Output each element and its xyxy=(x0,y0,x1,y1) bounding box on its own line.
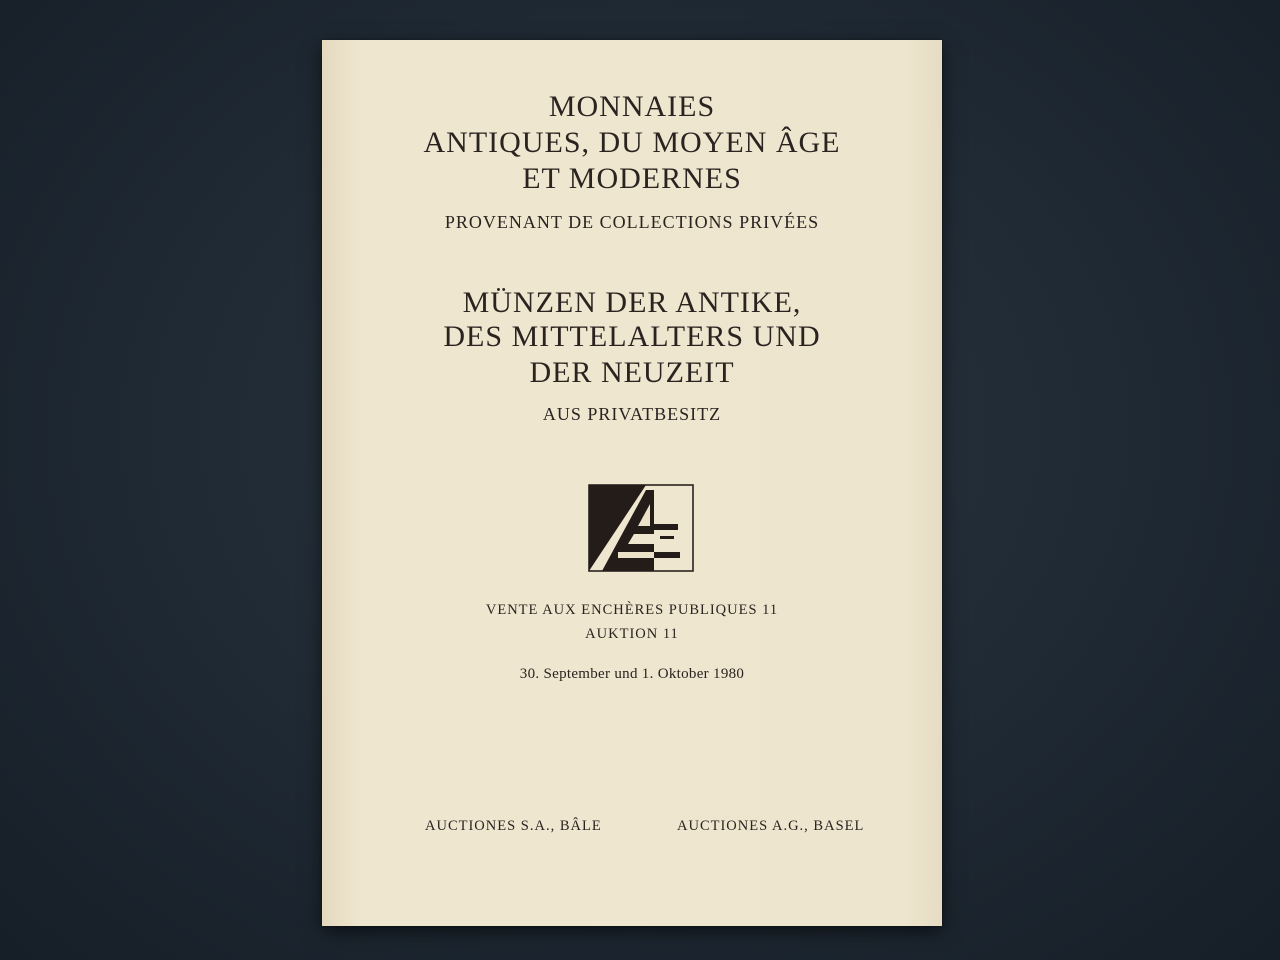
german-title-line-3: DER NEUZEIT xyxy=(529,356,735,389)
sale-date: 30. September und 1. Oktober 1980 xyxy=(519,666,745,682)
sale-line-german: AUKTION 11 xyxy=(585,626,679,642)
french-subtitle: PROVENANT DE COLLECTIONS PRIVÉES xyxy=(444,212,820,232)
german-title-line-1: MÜNZEN DER ANTIKE, xyxy=(462,286,802,319)
publisher-right: AUCTIONES A.G., BASEL xyxy=(677,818,865,834)
german-subtitle: AUS PRIVATBESITZ xyxy=(542,404,722,424)
french-title-line-3: ET MODERNES xyxy=(522,162,742,195)
french-title-line-1: MONNAIES xyxy=(548,90,716,123)
auctiones-logo-icon xyxy=(588,484,694,572)
french-title-line-2: ANTIQUES, DU MOYEN ÂGE xyxy=(423,126,841,159)
german-title-line-2: DES MITTELALTERS UND xyxy=(443,320,821,353)
catalog-cover xyxy=(322,40,942,926)
sale-line-french: VENTE AUX ENCHÈRES PUBLIQUES 11 xyxy=(485,602,779,618)
publisher-left: AUCTIONES S.A., BÂLE xyxy=(425,818,602,834)
